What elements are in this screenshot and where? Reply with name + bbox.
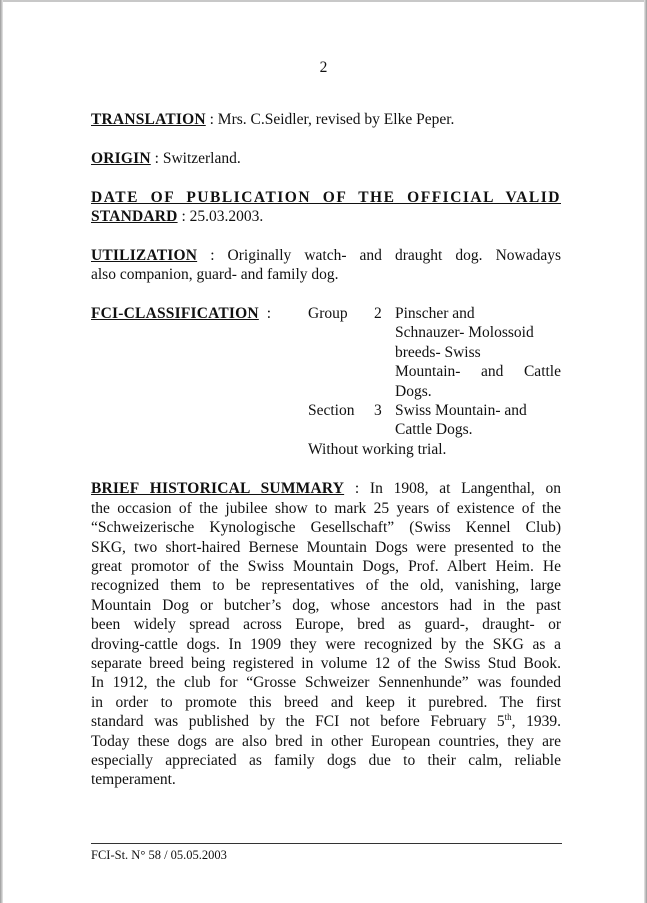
history-label: BRIEF HISTORICAL SUMMARY (91, 480, 345, 498)
group-line: Mountain- and Cattle (395, 363, 561, 381)
history-line: separate breed being registered in volume 12 of the Swiss Stud Book. (91, 655, 561, 673)
section-word: Section (308, 402, 355, 419)
publication-paragraph (91, 188, 561, 227)
translation-label: TRANSLATION (91, 111, 206, 128)
history-line: “Schweizerische Kynologische Gesellschaft” (Swiss Kennel Club) (91, 519, 561, 537)
group-word: Group (308, 305, 348, 322)
group-line: Pinscher and (395, 305, 475, 322)
footer-rule (91, 843, 562, 844)
origin-text: : Switzerland. (150, 149, 241, 167)
utilization-label: UTILIZATION (91, 246, 198, 264)
history-line: recognized them to be representatives of the old, vanishing, large (91, 577, 561, 595)
history-line: especially appreciated as family dogs due to their calm, reliable (91, 752, 561, 770)
history-paragraph (91, 479, 561, 790)
publication-label-line2: STANDARD (91, 208, 178, 225)
history-last-line: temperament. (91, 771, 176, 789)
page-edge-top (0, 0, 647, 2)
origin-label: ORIGIN (91, 149, 151, 167)
publication-date: : 25.03.2003. (177, 208, 264, 225)
fci-classification-colon: : (262, 305, 271, 322)
section-number: 3 (374, 402, 382, 419)
group-description (395, 304, 561, 401)
group-number: 2 (374, 305, 382, 322)
history-standard-line: standard was published by the FCI not before February 5th, 1939. (91, 712, 561, 731)
history-first-line: : In 1908, at Langenthal, on (344, 480, 561, 498)
section-line: Swiss Mountain- and (395, 402, 527, 419)
history-line: Today these dogs are also bred in other European countries, they are (91, 732, 561, 750)
history-line: Mountain Dog or butcher’s dog, whose ancestors had in the past (91, 596, 561, 614)
history-line: been widely spread across Europe, bred as guard-, draught- or (91, 616, 561, 634)
document-body (91, 110, 561, 790)
ordinal-suffix: th (504, 712, 512, 723)
section-line: Cattle Dogs. (395, 421, 473, 439)
publication-label-line1: DATE OF PUBLICATION OF THE OFFICIAL VALID (91, 188, 561, 206)
fci-classification-label: FCI-CLASSIFICATION (91, 305, 259, 322)
history-line: droving-cattle dogs. In 1909 they were recognized by the SKG as a (91, 635, 561, 653)
group-line: breeds- Swiss (395, 343, 481, 361)
group-line: Schnauzer- Molossoid (395, 324, 534, 342)
page-number: 2 (319, 59, 328, 76)
history-line: great promotor of the Swiss Mountain Dogs, Prof. Albert Heim. He (91, 558, 561, 576)
page-edge-left (0, 0, 3, 903)
section-description (395, 401, 561, 440)
working-trial-note: Without working trial. (308, 441, 447, 458)
translation-paragraph (91, 110, 561, 129)
utilization-line2: also companion, guard- and family dog. (91, 266, 339, 284)
group-line: Dogs. (395, 382, 432, 400)
history-line: In 1912, the club for “Grosse Schweizer Sennenhunde” was founded (91, 674, 561, 692)
utilization-paragraph (91, 246, 561, 285)
history-line: in order to promote this breed and keep it purebred. The first (91, 693, 561, 711)
footer-reference: FCI-St. N° 58 / 05.05.2003 (91, 848, 227, 862)
translation-text: : Mrs. C.Seidler, revised by Elke Peper. (205, 111, 455, 128)
utilization-line1: : Originally watch- and draught dog. Nowadays (197, 246, 561, 264)
fci-classification-block (91, 304, 561, 460)
history-line: SKG, two short-haired Bernese Mountain Dogs were presented to the (91, 538, 561, 556)
history-line: the occasion of the jubilee show to mark 25 years of existence of the (91, 499, 561, 517)
origin-paragraph (91, 149, 561, 168)
